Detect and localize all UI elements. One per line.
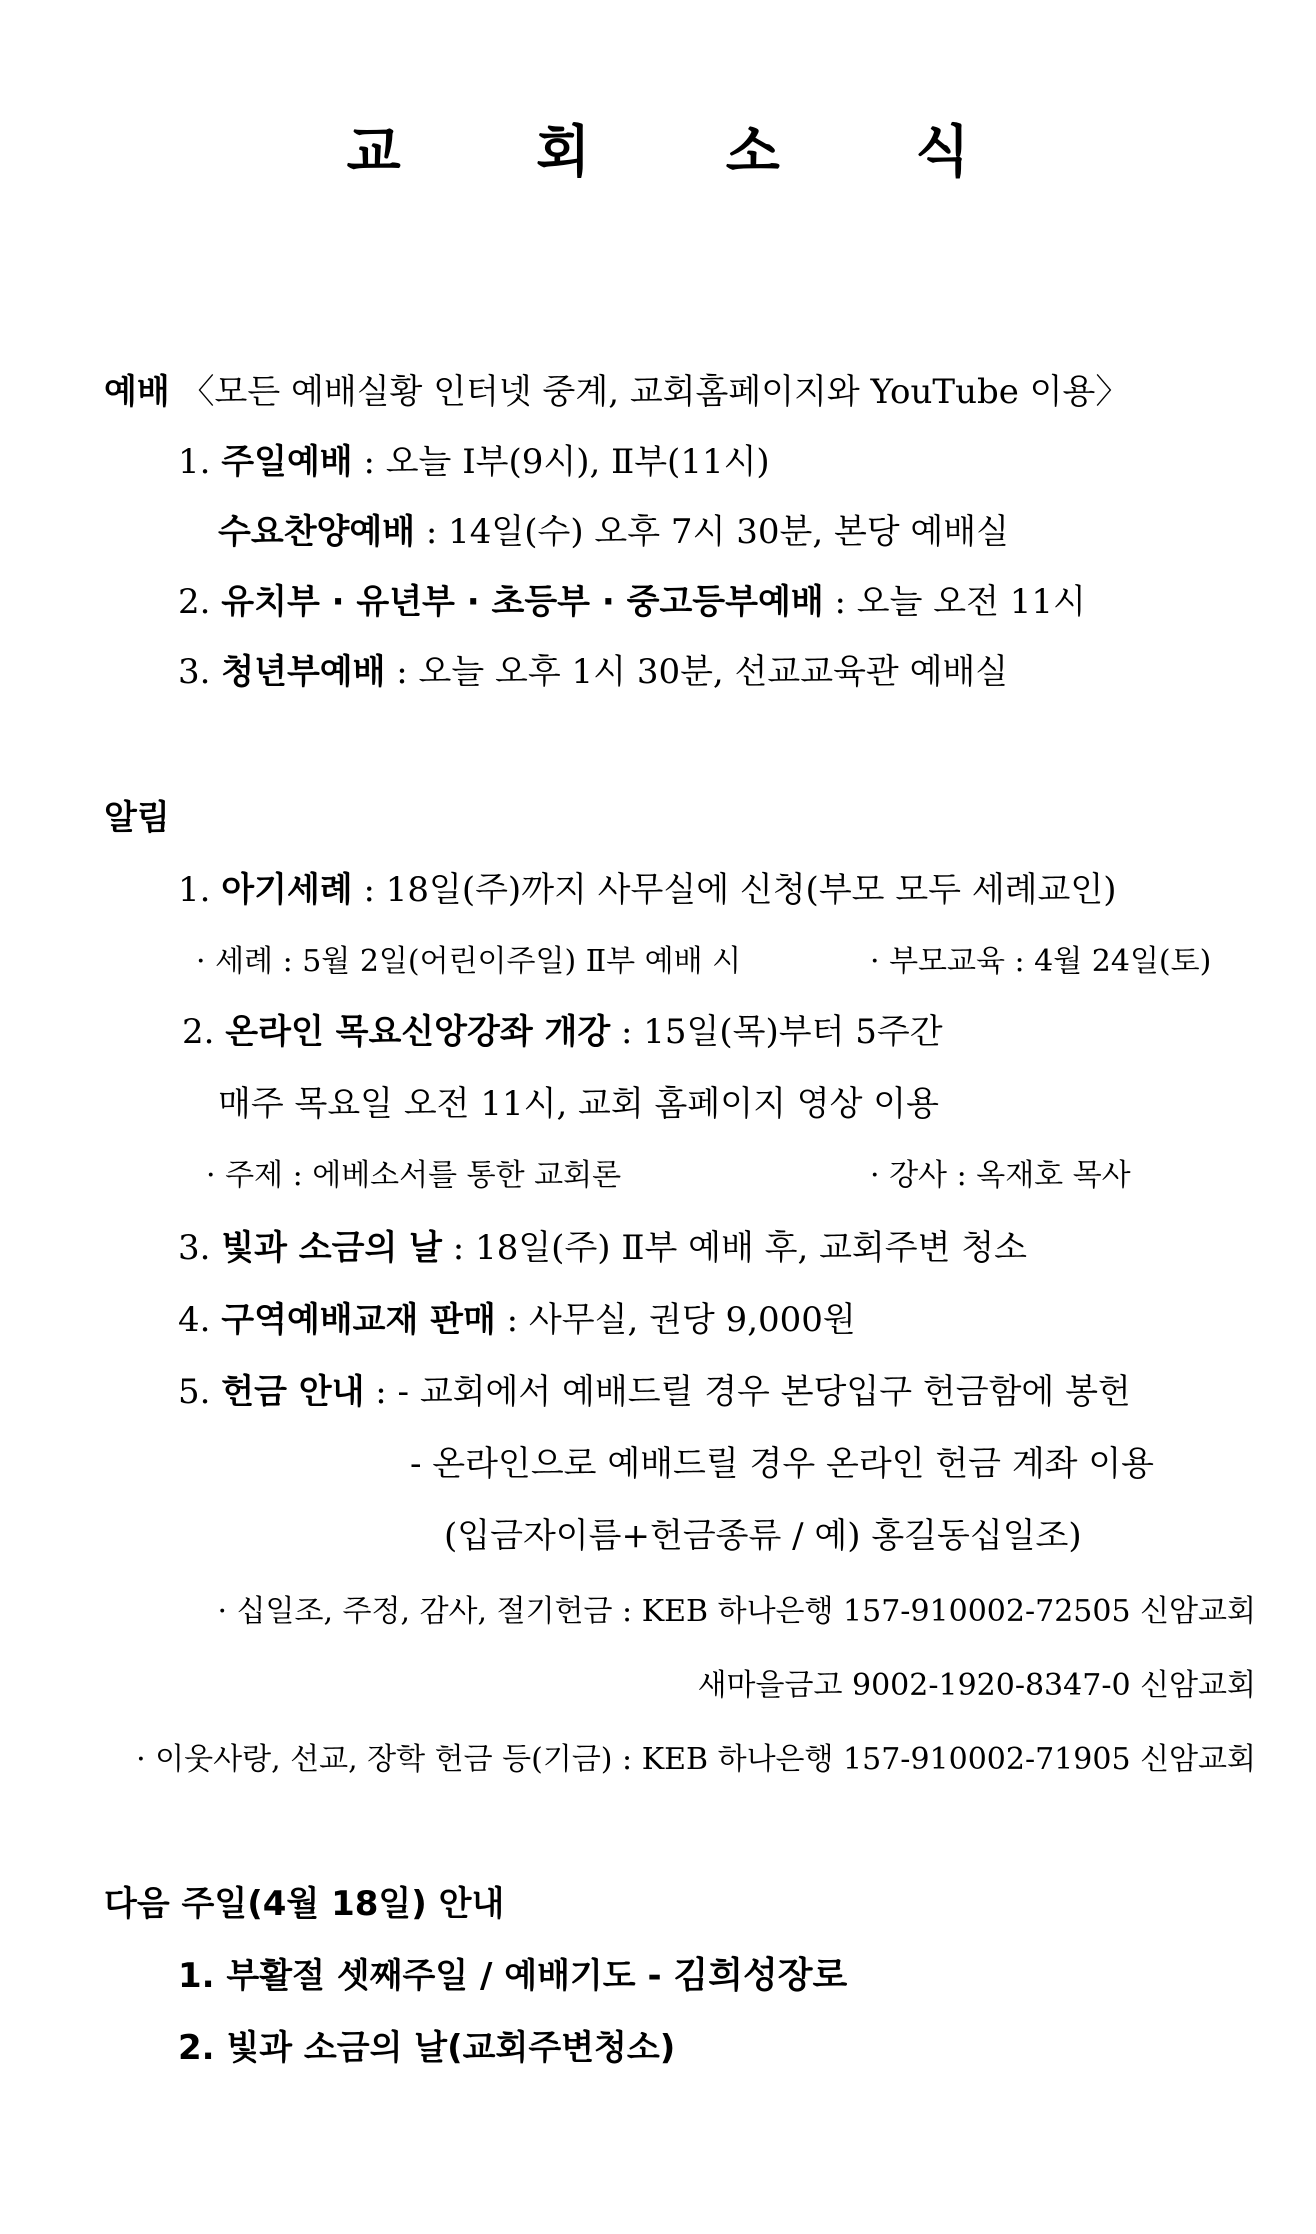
notices-heading: 알림: [104, 798, 170, 838]
item-number: 2.: [178, 582, 222, 622]
worship-item-education: [178, 580, 1086, 624]
notices-section-header: [104, 796, 170, 840]
worship-section-header: [104, 370, 1129, 414]
notice-lecture-schedule: 매주 목요일 오전 11시, 교회 홈페이지 영상 이용: [218, 1084, 939, 1124]
item-label: 주일예배: [221, 442, 353, 482]
item-text: 2. 빛과 소금의 날(교회주변청소): [178, 2028, 676, 2068]
item-text: : - 교회에서 예배드릴 경우 본당입구 헌금함에 봉헌: [364, 1372, 1131, 1412]
item-label: 빛과 소금의 날: [221, 1228, 442, 1268]
item-number: 3.: [178, 652, 222, 692]
notice-lecture-topic: · 주제 : 에베소서를 통한 교회론: [206, 1158, 622, 1193]
prayer-leader-name: 김희성장로: [673, 1955, 848, 1996]
item-text: : 15일(목)부터 5주간: [610, 1012, 943, 1052]
notice-baptism: [178, 868, 1116, 912]
account-tithe: · 십일조, 주정, 감사, 절기헌금 : KEB 하나은행 157-910002-72505 신암교회: [217, 1594, 1256, 1629]
item-number: 1.: [178, 870, 222, 910]
account-fund: · 이웃사랑, 선교, 장학 헌금 등(기금) : KEB 하나은행 157-910002-71905 신암교회: [136, 1742, 1256, 1777]
item-text: : 오늘 오전 11시: [823, 582, 1086, 622]
item-number: 1.: [178, 442, 222, 482]
notice-study-book: [178, 1298, 856, 1342]
next-week-section-header: [104, 1882, 504, 1926]
item-text: : 오늘 오후 1시 30분, 선교교육관 예배실: [385, 652, 1009, 692]
item-number: 3.: [178, 1228, 222, 1268]
item-text: : 18일(주) Ⅱ부 예배 후, 교회주변 청소: [442, 1228, 1027, 1268]
item-text: : 18일(주)까지 사무실에 신청(부모 모두 세례교인): [352, 870, 1117, 910]
notice-offering-format: (입금자이름+헌금종류 / 예) 홍길동십일조): [444, 1516, 1082, 1556]
item-text: 1. 부활절 셋째주일 / 예배기도 -: [178, 1956, 674, 1996]
item-label: 청년부예배: [221, 652, 386, 692]
item-number: 5.: [178, 1372, 222, 1412]
item-text: : 14일(수) 오후 7시 30분, 본당 예배실: [415, 512, 1009, 552]
notice-lecture-speaker: · 강사 : 옥재호 목사: [870, 1158, 1131, 1193]
notice-cleanup-day: [178, 1226, 1027, 1270]
notice-offering: [178, 1370, 1131, 1414]
next-week-item-prayer: [178, 1954, 847, 1998]
worship-item-wednesday: [218, 510, 1009, 554]
item-label: 헌금 안내: [221, 1372, 365, 1412]
worship-heading: 예배: [104, 372, 170, 412]
worship-heading-note: 〈모든 예배실황 인터넷 중계, 교회홈페이지와 YouTube 이용〉: [180, 372, 1130, 412]
item-label: 아기세례: [221, 870, 353, 910]
notice-baptism-date: · 세례 : 5월 2일(어린이주일) Ⅱ부 예배 시: [196, 944, 742, 979]
item-number: 2.: [182, 1012, 226, 1052]
next-week-heading: 다음 주일(4월 18일) 안내: [104, 1884, 505, 1924]
item-text: : 오늘 Ⅰ부(9시), Ⅱ부(11시): [352, 442, 770, 482]
item-label: 수요찬양예배: [218, 512, 416, 552]
item-label: 온라인 목요신앙강좌 개강: [225, 1012, 611, 1052]
next-week-item-cleanup: [178, 2026, 675, 2070]
item-label: 구역예배교재 판매: [221, 1300, 496, 1340]
item-number: 4.: [178, 1300, 222, 1340]
notice-offering-online: - 온라인으로 예배드릴 경우 온라인 헌금 계좌 이용: [410, 1444, 1155, 1484]
item-label: 유치부 · 유년부 · 초등부 · 중고등부예배: [221, 582, 824, 622]
account-saemaeul: 새마을금고 9002-1920-8347-0 신암교회: [697, 1668, 1256, 1703]
page-title: 교 회 소 식: [346, 120, 1028, 185]
notice-lecture: [182, 1010, 943, 1054]
worship-item-youth: [178, 650, 1008, 694]
notice-parent-education: · 부모교육 : 4월 24일(토): [870, 944, 1212, 979]
item-text: : 사무실, 권당 9,000원: [495, 1300, 856, 1340]
worship-item-sunday: [178, 440, 770, 484]
